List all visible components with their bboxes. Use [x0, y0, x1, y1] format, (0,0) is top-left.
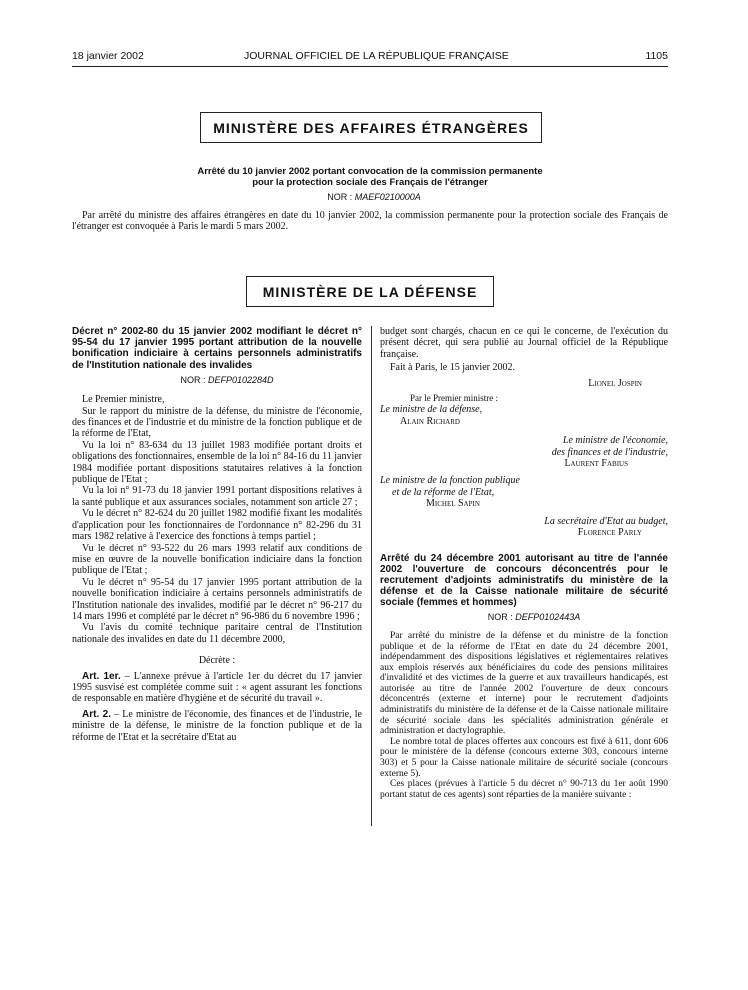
header-page-number: 1105: [645, 50, 668, 62]
arrete2-paragraph: Par arrêté du ministre de la défense et du ministre de la fonction publique et de la réforme de l'Etat en date du 24 décembre 2001, indépendamment des dispositions législatives et réglementaires relatives aux emplois réservés aux bénéficiaires du code des pensions militaires d'invalidité et des victimes de la guerre et aux travailleurs handicapés, est autorisée au titre de l'année 2002 l'ouverture de deux concours déconcentrés (externe et interne) pour le recrutement d'adjoints administratifs du ministère de la défense et de la Caisse nationale militaire de sécurité sociale dans les spécialités administration générale et administration et dactylographie.: [380, 630, 668, 737]
fait-a-paris: Fait à Paris, le 15 janvier 2002.: [390, 362, 515, 374]
decret-paragraph: Vu le décret n° 82-624 du 20 juillet 1982 modifié fixant les modalités d'application pour les fonctionnaires de l'ordonnance n° 82-296 du 31 mars 1982 relative à l'exercice des fonctions à temps partiel ;: [72, 508, 362, 543]
minister-fonction-publique-1: Le ministre de la fonction publique: [380, 475, 520, 487]
decret-column: [72, 326, 362, 743]
decret-paragraph: Vu l'avis du comité technique paritaire central de l'Institution nationale des invalides en date du 11 décembre 2000,: [72, 622, 362, 645]
arrete1-title: [120, 166, 620, 188]
ministry-affaires-etrangeres-box: [200, 112, 542, 143]
signature-pm: Lionel Jospin: [588, 377, 642, 389]
header-rule: [72, 66, 668, 67]
decret-paragraph: Vu la loi n° 83-634 du 13 juillet 1983 modifiée portant droits et obligations des fonctionnaires, ensemble de la loi n° 84-16 du 11 janvier 1984 modifiée portant dispositions statutaires relatives à la fonction publique de l'Etat ;: [72, 439, 362, 486]
header-journal: JOURNAL OFFICIEL DE LA RÉPUBLIQUE FRANÇAISE: [244, 50, 509, 62]
decret-paragraph: Le Premier ministre,: [82, 394, 165, 406]
nor-label: NOR :: [327, 192, 353, 202]
article-2-text: – Le ministre de l'économie, des finances et de l'industrie, le ministre de la défense, le ministre de la fonction publique et de la réforme de l'Etat et la secrétaire d'Etat au: [72, 708, 362, 743]
decret-paragraph: Vu le décret n° 93-522 du 26 mars 1993 relatif aux conditions de mise en œuvre de la nouvelle bonification indiciaire dans la fonction publique de l'Etat ;: [72, 542, 362, 577]
nor-code: DEFP0102443A: [515, 611, 581, 622]
decret-paragraph: Vu la loi n° 91-73 du 18 janvier 1991 portant dispositions relatives à la santé publique et aux assurances sociales, notamment son article 27 ;: [72, 485, 362, 508]
arrete1-title-line1: Arrêté du 10 janvier 2002 portant convocation de la commission permanente: [197, 166, 543, 177]
nor-label: NOR :: [180, 374, 206, 385]
nor-code: MAEF0210000A: [354, 192, 421, 202]
arrete2-nor: [400, 612, 668, 623]
article-1-label: Art. 1er.: [82, 670, 121, 682]
decret-paragraph: Vu le décret n° 95-54 du 17 janvier 1995 portant attribution de la nouvelle bonification indiciaire à certains personnels administratifs de l'Institution nationale des invalides, modifié par le décret n° 96-217 du 14 mars 1996 et complété par le décret n° 96-986 du 6 novembre 1996 ;: [72, 576, 362, 622]
minister-economie-2: des finances et de l'industrie,: [551, 446, 668, 458]
signature-fonction-publique: Michel Sapin: [426, 498, 480, 510]
article-2: [72, 709, 362, 743]
column-divider: [371, 326, 372, 826]
minister-defense: Le ministre de la défense,: [380, 404, 483, 416]
ministry-defense-box: [246, 276, 494, 307]
right-column: [380, 326, 668, 800]
decret-title: Décret n° 2002-80 du 15 janvier 2002 modifiant le décret n° 95-54 du 17 janvier 1995 portant attribution de la nouvelle bonification indiciaire à certains personnels administratifs de l'Institution nationale des invalides: [72, 326, 362, 371]
header-date: 18 janvier 2002: [72, 50, 144, 62]
ministry-title: MINISTÈRE DES AFFAIRES ÉTRANGÈRES: [213, 119, 529, 136]
secretary-budget: La secrétaire d'Etat au budget,: [544, 515, 668, 527]
decret-nor: [92, 375, 362, 386]
article-2-label: Art. 2.: [82, 708, 111, 720]
arrete2-paragraph: Ces places (prévues à l'article 5 du décret n° 90-713 du 1er août 1990 portant statut de ces agents) sont réparties de la manière suivante :: [380, 779, 668, 800]
decret-paragraph: Sur le rapport du ministre de la défense, du ministre de l'économie, des finances et de l'industrie et du ministre de la fonction publique et de la réforme de l'Etat,: [72, 405, 362, 440]
par-premier-ministre: Par le Premier ministre :: [410, 393, 498, 404]
arrete1-title-line2: pour la protection sociale des Français de l'étranger: [252, 177, 488, 188]
arrete1-body: [72, 210, 668, 233]
arrete2-paragraph: Le nombre total de places offertes aux concours est fixé à 611, dont 606 pour le ministère de la défense (concours externe 303, concours interne 303) et 5 pour la Caisse nationale militaire de sécurité sociale (concours externe 5).: [380, 736, 668, 779]
article-1-text: – L'annexe prévue à l'article 1er du décret du 17 janvier 1995 susvisé est complétée comme suit : « agent assurant les fonctions de responsable en matière d'hygiène et de sécurité du travail ».: [72, 670, 362, 705]
arrete1-paragraph: Par arrêté du ministre des affaires étrangères en date du 10 janvier 2002, la commission permanente pour la protection sociale des Français de l'étranger est convoquée à Paris le mardi 5 mars 2002.: [72, 210, 668, 233]
signature-budget: Florence Parly: [577, 527, 642, 539]
signature-economie: Laurent Fabius: [564, 458, 628, 470]
nor-code: DEFP0102284D: [207, 374, 274, 385]
arrete2-title: Arrêté du 24 décembre 2001 autorisant au titre de l'année 2002 l'ouverture de concours déconcentrés pour le recrutement d'adjoints administratifs du ministère de la défense et de la Caisse nationale militaire de sécurité sociale (femmes et hommes): [380, 552, 668, 609]
decrete: Décrète :: [198, 655, 236, 667]
signature-defense: Alain Richard: [400, 415, 460, 427]
minister-fonction-publique-2: et de la réforme de l'Etat,: [392, 486, 495, 498]
decret-continuation: budget sont chargés, chacun en ce qui le concerne, de l'exécution du présent décret, qui sera publié au Journal officiel de la République française.: [380, 326, 668, 360]
minister-economie-1: Le ministre de l'économie,: [562, 435, 668, 447]
arrete1-nor: [0, 192, 748, 202]
nor-label: NOR :: [487, 611, 513, 622]
article-1: [72, 671, 362, 705]
ministry-title: MINISTÈRE DE LA DÉFENSE: [262, 283, 478, 300]
